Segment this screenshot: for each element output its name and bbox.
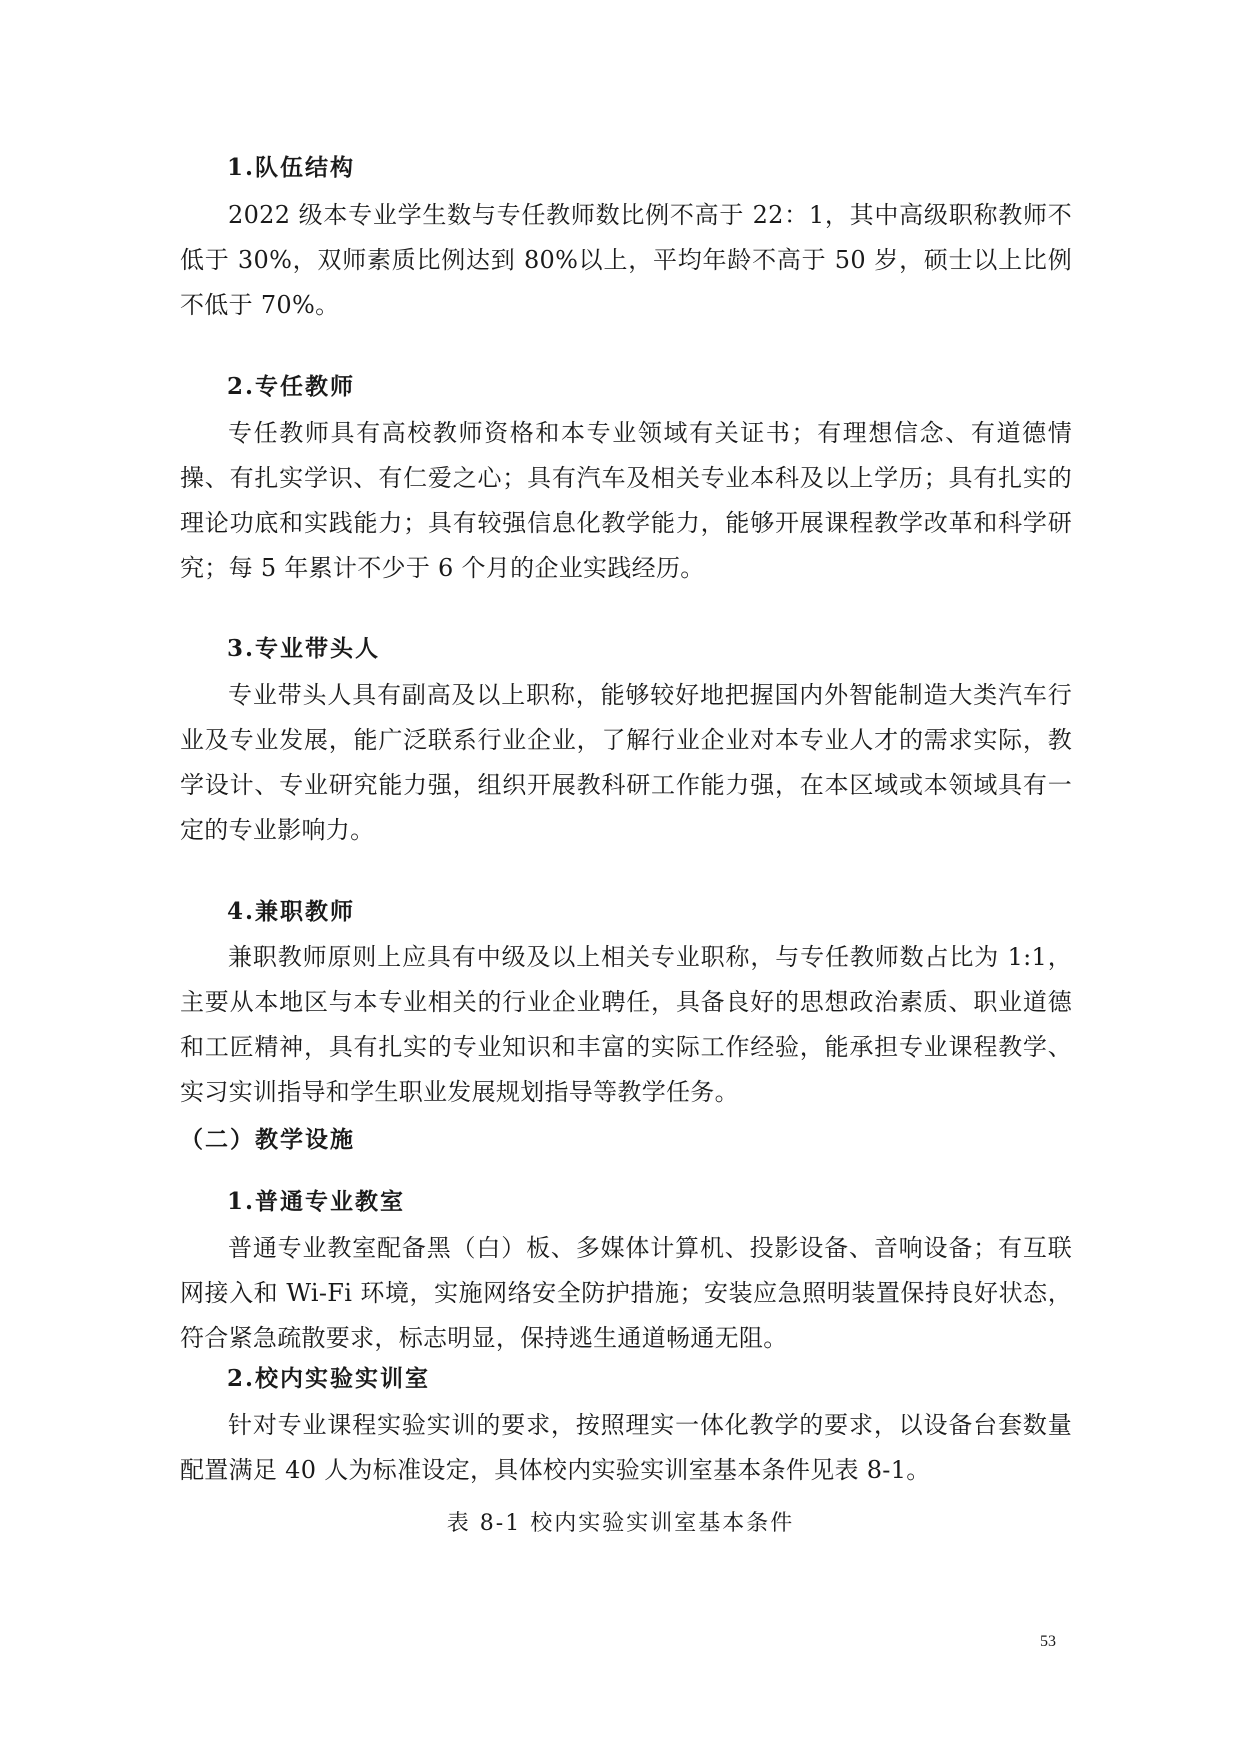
paragraph-team-structure (180, 193, 1072, 328)
paragraph-text: 兼职教师原则上应具有中级及以上相关专业职称，与专任教师数占比为 1:1，主要从本地区与本专业相关的行业企业聘任，具备良好的思想政治素质、职业道德和工匠精神，具有扎实的专业知识和丰富的实际工作经验，能承担专业课程教学、实习实训指导和学生职业发展规划指导等教学任务。 (180, 943, 1072, 1106)
paragraph-general-classroom (180, 1226, 1072, 1361)
heading-team-structure: 1.队伍结构 (227, 154, 356, 181)
paragraph-text: 针对专业课程实验实训的要求，按照理实一体化教学的要求，以设备台套数量配置满足 40 人为标准设定，具体校内实验实训室基本条件见表 8-1。 (180, 1411, 1072, 1484)
heading-part-time-teachers: 4.兼职教师 (227, 898, 356, 925)
paragraph-text: 2022 级本专业学生数与专任教师数比例不高于 22：1，其中高级职称教师不低于 30%，双师素质比例达到 80%以上，平均年龄不高于 50 岁，硕士以上比例不低于 70%。 (180, 201, 1072, 319)
paragraph-campus-lab (180, 1403, 1072, 1493)
table-caption: 表 8-1 校内实验实训室基本条件 (446, 1511, 795, 1536)
heading-general-classroom: 1.普通专业教室 (227, 1188, 406, 1215)
paragraph-text: 专任教师具有高校教师资格和本专业领域有关证书；有理想信念、有道德情操、有扎实学识、有仁爱之心；具有汽车及相关专业本科及以上学历；具有扎实的理论功底和实践能力；具有较强信息化教学能力，能够开展课程教学改革和科学研究；每 5 年累计不少于 6 个月的企业实践经历。 (180, 419, 1072, 582)
heading-full-time-teachers: 2.专任教师 (227, 373, 356, 400)
paragraph-full-time-teachers (180, 411, 1072, 591)
page-number: 53 (1040, 1633, 1056, 1650)
heading-discipline-leader: 3.专业带头人 (227, 635, 381, 662)
section-heading-teaching-facilities: （二）教学设施 (180, 1126, 355, 1153)
paragraph-text: 普通专业教室配备黑（白）板、多媒体计算机、投影设备、音响设备；有互联网接入和 Wi-Fi 环境，实施网络安全防护措施；安装应急照明装置保持良好状态，符合紧急疏散要求，标志明显，保持逃生通道畅通无阻。 (180, 1234, 1072, 1352)
paragraph-discipline-leader (180, 673, 1072, 853)
paragraph-part-time-teachers (180, 935, 1072, 1115)
heading-campus-lab: 2.校内实验实训室 (227, 1365, 431, 1392)
paragraph-text: 专业带头人具有副高及以上职称，能够较好地把握国内外智能制造大类汽车行业及专业发展，能广泛联系行业企业，了解行业企业对本专业人才的需求实际，教学设计、专业研究能力强，组织开展教科研工作能力强，在本区域或本领域具有一定的专业影响力。 (180, 681, 1072, 844)
